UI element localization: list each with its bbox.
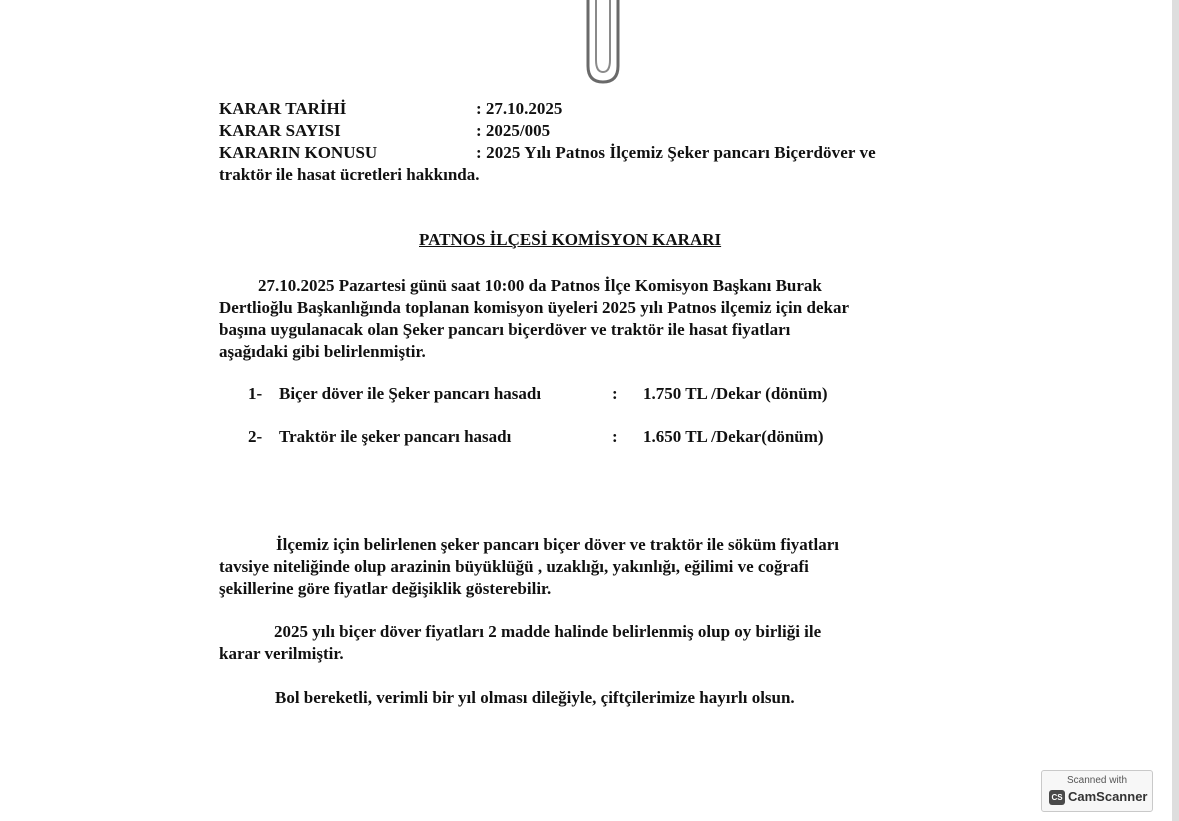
decision-date-value: : 27.10.2025: [476, 99, 563, 118]
intro-line-1: 27.10.2025 Pazartesi günü saat 10:00 da Patnos İlçe Komisyon Başkanı Burak: [258, 276, 822, 295]
intro-line-2: Dertlioğlu Başkanlığında toplanan komisyon üyeleri 2025 yılı Patnos ilçemiz için dekar: [219, 298, 849, 317]
document-title: PATNOS İLÇESİ KOMİSYON KARARI: [419, 230, 722, 249]
camscanner-logo-icon: CS: [1049, 790, 1065, 805]
price-item-2-colon: :: [612, 427, 618, 446]
price-item-1-value: 1.750 TL /Dekar (dönüm): [643, 384, 828, 403]
decision-line-2: karar verilmiştir.: [219, 644, 344, 663]
price-item-2-value: 1.650 TL /Dekar(dönüm): [643, 427, 824, 446]
intro-line-4: aşağıdaki gibi belirlenmiştir.: [219, 342, 426, 361]
price-item-2-label: Traktör ile şeker pancarı hasadı: [279, 427, 512, 446]
camscanner-watermark: [1041, 770, 1153, 812]
paper-clip-icon: [583, 0, 623, 88]
decision-date-label: KARAR TARİHİ: [219, 99, 347, 118]
scan-edge: [1172, 0, 1179, 821]
note-line-2: tavsiye niteliğinde olup arazinin büyüklüğü , uzaklığı, yakınlığı, eğilimi ve coğrafi: [219, 557, 809, 576]
decision-number-value: : 2025/005: [476, 121, 551, 140]
decision-number-label: KARAR SAYISI: [219, 121, 341, 140]
price-item-1-number: 1-: [248, 384, 263, 403]
price-item-2-number: 2-: [248, 427, 263, 446]
note-line-3: şekillerine göre fiyatlar değişiklik gösterebilir.: [219, 579, 552, 598]
price-item-1-colon: :: [612, 384, 618, 403]
intro-line-3: başına uygulanacak olan Şeker pancarı biçerdöver ve traktör ile hasat fiyatları: [219, 320, 791, 339]
decision-line-1: 2025 yılı biçer döver fiyatları 2 madde halinde belirlenmiş olup oy birliği ile: [274, 622, 822, 641]
watermark-brand: CamScanner: [1068, 789, 1148, 804]
decision-subject-value: : 2025 Yılı Patnos İlçemiz Şeker pancarı Biçerdöver ve: [476, 143, 876, 162]
watermark-top-text: Scanned with: [1066, 775, 1128, 786]
closing-text: Bol bereketli, verimli bir yıl olması dileğiyle, çiftçilerimize hayırlı olsun.: [275, 688, 795, 707]
decision-subject-label: KARARIN KONUSU: [219, 143, 378, 162]
note-line-1: İlçemiz için belirlenen şeker pancarı biçer döver ve traktör ile söküm fiyatları: [276, 535, 839, 554]
decision-subject-continuation: traktör ile hasat ücretleri hakkında.: [219, 165, 480, 184]
price-item-1-label: Biçer döver ile Şeker pancarı hasadı: [279, 384, 542, 403]
